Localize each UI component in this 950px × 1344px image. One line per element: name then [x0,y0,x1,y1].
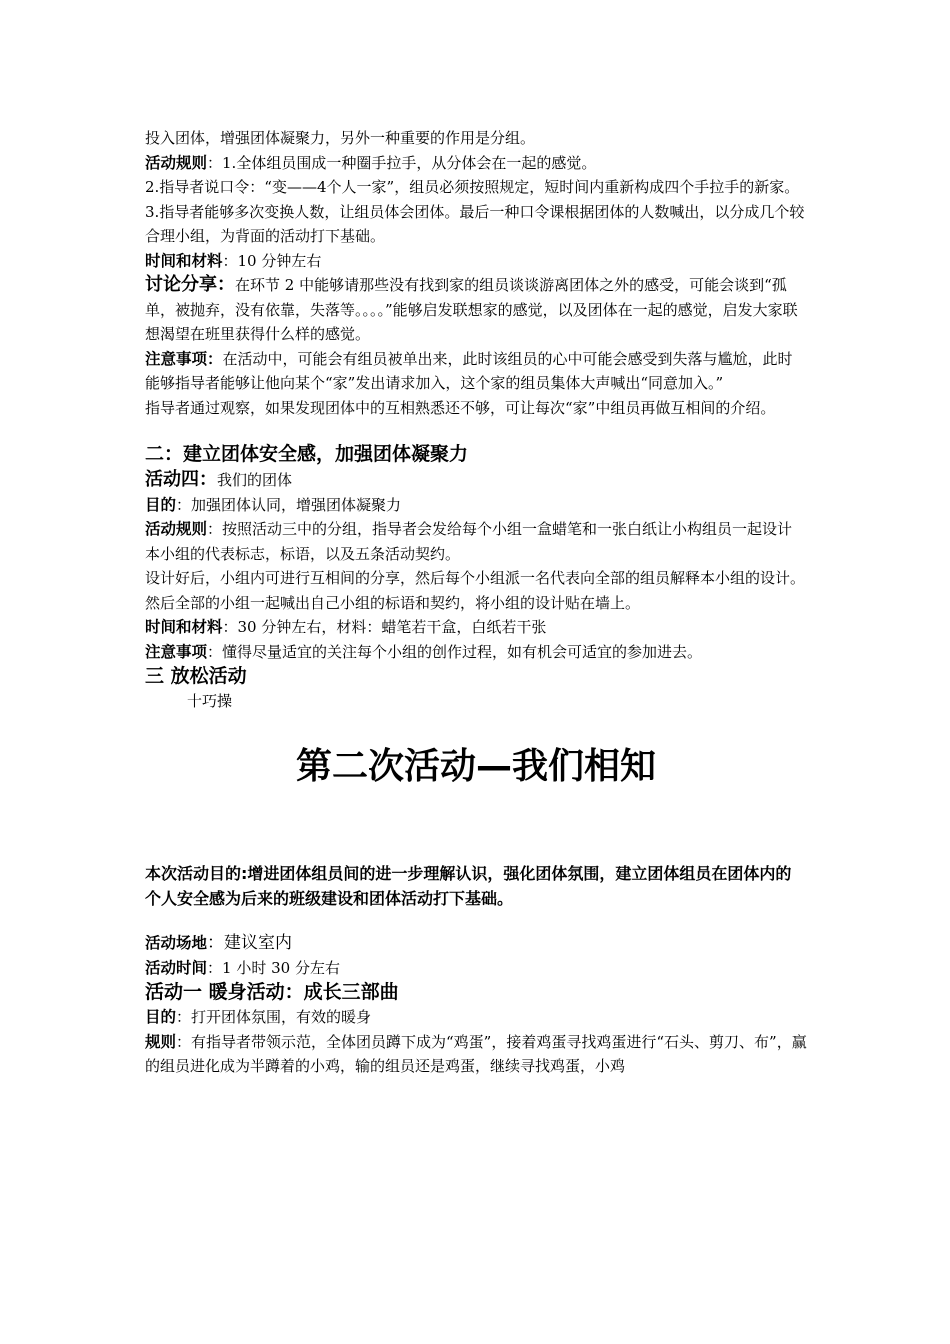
notes-text: 在活动中，可能会有组员被单出来，此时该组员的心中可能会感受到失落与尴尬，此时能够指导者能够让他向某个“家”发出请求加入，这个家的组员集体大声喊出“同意加入。” [145,349,793,392]
spacer [145,911,807,931]
rules-4 [145,517,807,566]
purpose-text: ：加强团体认同，增强团体凝聚力 [176,495,402,514]
activity-4-name: 我们的团体 [217,471,293,489]
purpose-1 [145,1005,807,1030]
notes-paragraph-1 [145,347,807,396]
venue-line [145,931,807,956]
rules-item-1 [145,151,807,176]
purpose-label: 目的 [145,495,177,514]
purpose-1-text: ：打开团体氛围，有效的暖身 [176,1008,372,1026]
section-heading-2: 二：建立团体安全感，加强团体凝聚力 [145,443,469,465]
discussion-label: 讨论分享： [145,274,235,295]
time-materials-1 [145,249,807,274]
design-paragraph: 设计好后，小组内可进行互相间的分享，然后每个小组派一名代表向全部的组员解释本小组的设计。 [145,569,806,587]
rules-4-label: 活动规则 [145,520,208,538]
duration-line [145,956,807,981]
rules-last-text: ：有指导者带领示范，全体团员蹲下成为“鸡蛋”，接着鸡蛋寻找鸡蛋进行“石头、剪刀、布”，赢的组员进化成为半蹲着的小鸡，输的组员还是鸡蛋，继续寻找鸡蛋，小鸡 [145,1032,807,1075]
duration-label: 活动时间 [145,958,208,977]
rules-last-label: 规则 [145,1032,177,1051]
observation-paragraph: 指导者通过观察，如果发现团体中的互相熟悉还不够，可让每次“家”中组员再做互相间的介绍。 [145,398,776,417]
rules-4-text: ：按照活动三中的分组，指导者会发给每个小组一盒蜡笔和一张白纸让小构组员一起设计本小组的代表标志，标语，以及五条活动契约。 [145,520,793,563]
time-materials-text: ：10 分钟左右 [222,251,322,270]
shout-paragraph: 然后全部的小组一起喊出自己小组的标语和契约，将小组的设计贴在墙上。 [145,593,641,612]
duration-text: ：1 小时 30 分左右 [207,958,340,977]
discussion-text: 在环节 2 中能够请那些没有找到家的组员谈谈游离团体之外的感受，可能会谈到“孤单，被抛弃，没有依靠，失落等。。。。”能够启发联想家的感觉，以及团体在一起的感觉，启发大家联想渴望在班里获得什么样的感觉。 [145,276,798,343]
activity-goal: 本次活动目的:增进团体组员间的进一步理解认识，强化团体氛围，建立团体组员在团体内的个人安全感为后来的班级建设和团体活动打下基础。 [145,863,792,908]
purpose-1-label: 目的 [145,1008,177,1026]
time-materials-4-text: ：30 分钟左右，材料：蜡笔若干盒，白纸若干张 [222,618,547,636]
purpose-4 [145,493,807,518]
exercise-name: 十巧操 [187,692,233,710]
notes-4-text: ：懂得尽量适宜的关注每个小组的创作过程，如有机会可适宜的参加进去。 [207,642,703,661]
spacer [145,420,807,440]
rules-last [145,1030,807,1079]
rules-label: 活动规则 [145,153,208,172]
venue-label: 活动场地 [145,933,208,952]
venue-text: ：建议室内 [207,932,293,953]
notes-paragraph-4 [145,640,807,665]
activity-4-heading [145,468,807,493]
document-page [145,126,807,1079]
time-materials-4 [145,615,807,640]
section-heading-3: 三 放松活动 [145,665,247,687]
rules-item-3: 3.指导者能够多次变换人数，让组员体会团体。最后一种口令课根据团体的人数喊出，以分成几个较合理小组，为背面的活动打下基础。 [145,202,805,245]
time-materials-4-label: 时间和材料 [145,618,223,636]
discussion-paragraph [145,273,807,347]
paragraph-intro-end: 投入团体，增强团体凝聚力，另外一种重要的作用是分组。 [145,129,536,147]
notes-label: 注意事项： [145,349,223,368]
spacer [145,790,807,861]
activity-1-heading: 活动一 暖身活动：成长三部曲 [145,981,399,1003]
rules-item-2: 2.指导者说口令：“变——4个人一家”，组员必须按照规定，短时间内重新构成四个手拉手的新家。 [145,178,800,196]
rules-text: ：1.全体组员围成一种圈手拉手，从分体会在一起的感觉。 [207,153,597,172]
time-materials-label: 时间和材料 [145,251,223,270]
notes-4-label: 注意事项 [145,642,208,661]
activity-4-label: 活动四： [145,469,217,490]
document-title: 第二次活动—我们相知 [295,745,656,787]
